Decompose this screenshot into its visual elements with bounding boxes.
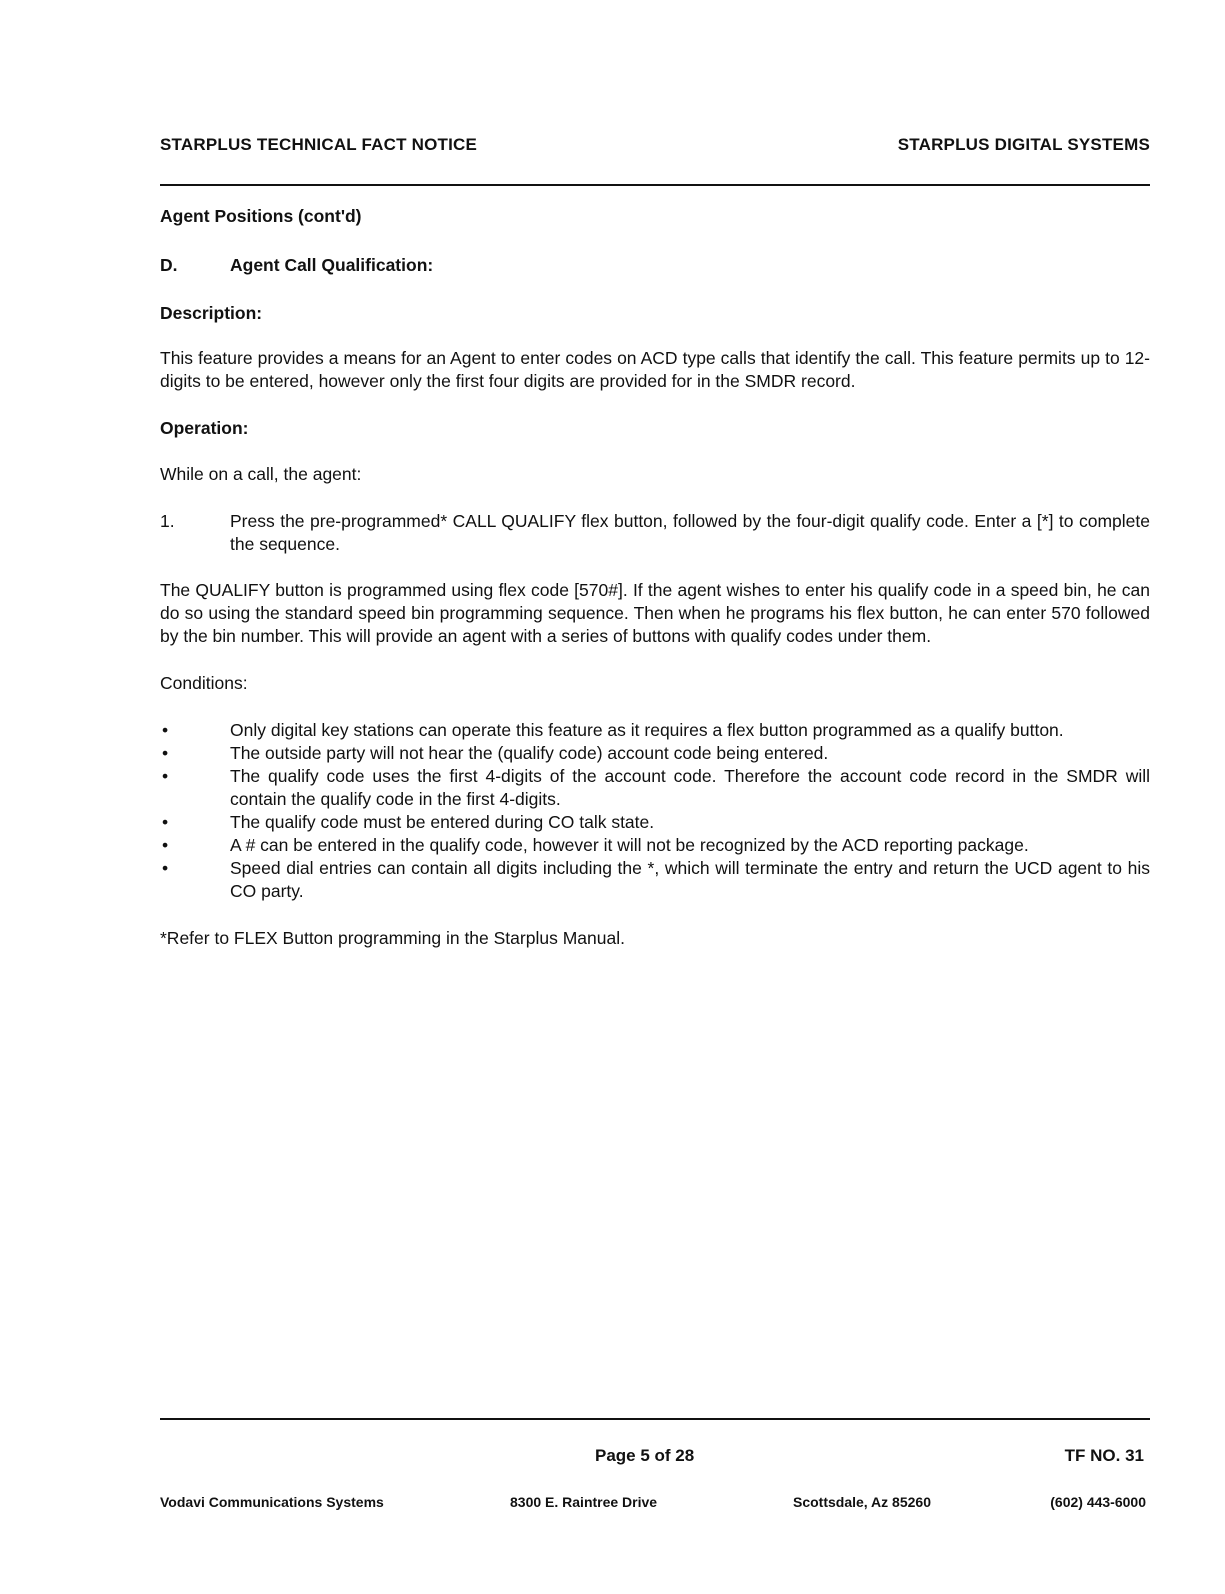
description-text: This feature provides a means for an Agent to enter codes on ACD type calls that identify the call. This feature permits up to 12-digits to be entered, however only the first four digits are provided for in the SMDR record. [160, 348, 1150, 391]
description-heading: Description: [160, 303, 263, 323]
list-item: • The outside party will not hear the (qualify code) account code being entered. [162, 743, 829, 763]
header-right-title: STARPLUS DIGITAL SYSTEMS [897, 135, 1150, 154]
list-item: • The qualify code uses the first 4-digits of the account code. Therefore the account code record in the SMDR will contain the qualify code in the first 4-digits. [162, 766, 1150, 809]
footer-company: Vodavi Communications Systems [160, 1494, 384, 1510]
page-number: Page 5 of 28 [595, 1446, 695, 1465]
footer-address-row [160, 1494, 1150, 1514]
document-page [160, 0, 1150, 1594]
bullet-icon: • [162, 720, 169, 740]
operation-step [160, 510, 1150, 556]
subsection-heading [160, 254, 1150, 277]
footer-page-row [160, 1446, 1150, 1470]
footer-phone: (602) 443-6000 [1050, 1494, 1146, 1510]
footer-city: Scottsdale, Az 85260 [793, 1494, 931, 1510]
step-number: 1. [160, 511, 175, 531]
operation-intro: While on a call, the agent: [160, 464, 362, 484]
operation-heading: Operation: [160, 418, 249, 438]
document-body [160, 205, 1150, 950]
bullet-icon: • [162, 743, 169, 763]
conditions-heading: Conditions: [160, 673, 248, 693]
operation-note: The QUALIFY button is programmed using flex code [570#]. If the agent wishes to enter his qualify code in a speed bin, he can do so using the standard speed bin programming sequence. Then when he programs his flex button, he can enter 570 followed by the bin number. This will provide an agent with a series of buttons with qualify codes under them. [160, 580, 1150, 646]
list-item: • Only digital key stations can operate this feature as it requires a flex button programmed as a qualify button. [162, 720, 1064, 740]
list-item: • A # can be entered in the qualify code, however it will not be recognized by the ACD reporting package. [162, 835, 1029, 855]
bullet-icon: • [162, 812, 169, 832]
footnote: *Refer to FLEX Button programming in the Starplus Manual. [160, 928, 625, 948]
bullet-icon: • [162, 858, 169, 878]
footer-address: 8300 E. Raintree Drive [510, 1494, 658, 1510]
section-title: Agent Positions (cont'd) [160, 206, 362, 226]
subsection-title: Agent Call Qualification: [230, 255, 434, 275]
header-rule [160, 184, 1150, 186]
footer-rule [160, 1418, 1150, 1420]
step-text: Press the pre-programmed* CALL QUALIFY flex button, followed by the four-digit qualify code. Enter a [*] to complete the sequence. [230, 511, 1150, 554]
bullet-icon: • [162, 835, 169, 855]
conditions-list [160, 719, 1150, 903]
list-item: • The qualify code must be entered during CO talk state. [162, 812, 655, 832]
subsection-letter: D. [160, 255, 178, 275]
header-left-title: STARPLUS TECHNICAL FACT NOTICE [160, 135, 478, 154]
tf-number: TF NO. 31 [1064, 1446, 1144, 1465]
list-item: • Speed dial entries can contain all digits including the *, which will terminate the entry and return the UCD agent to his CO party. [162, 858, 1150, 901]
bullet-icon: • [162, 766, 169, 786]
